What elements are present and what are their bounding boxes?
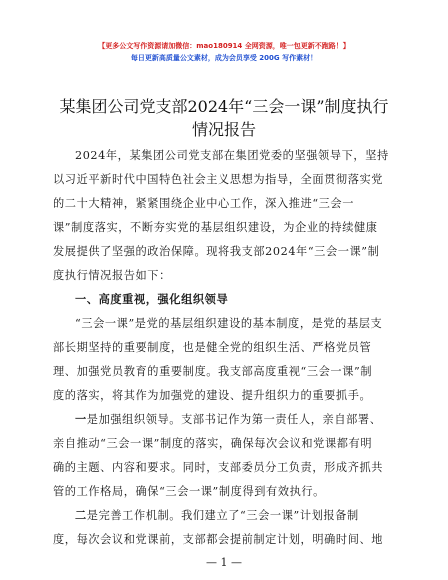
paragraph-line: 度执行情况报告如下： xyxy=(53,269,171,282)
paragraph-text: 是加强组织领导。支部书记作为第一责任人，亲自部署、 xyxy=(86,413,382,426)
paragraph-line: 以习近平新时代中国特色社会主义思想为指导，全面贯彻落实党 xyxy=(53,173,384,186)
paragraph-line: 部长期坚持的重要制度，也是健全党的组织生活、严格党员管 xyxy=(53,341,372,354)
paragraph-line: 亲自推动“三会一课”制度的落实，确保每次会议和党课都有明 xyxy=(53,437,373,450)
paragraph-line: “三会一课”是党的基层组织建设的基本制度，是党的基层支 xyxy=(75,317,383,330)
lead-word: 一 xyxy=(75,413,87,426)
promo-banner-line-1: 【更多公文写作资源请加微信：mao180914 全网资源，唯一包更新不跑路！】 xyxy=(98,42,350,50)
document-title-line-2: 情况报告 xyxy=(191,120,256,139)
paragraph-line: 课”制度落实，不断夯实党的基层组织建设，为企业的持续健康 xyxy=(53,221,378,234)
page-number: — 1 — xyxy=(206,556,242,569)
paragraph-line: 度的落实，将其作为加强党的建设、提升组织力的重要抓手。 xyxy=(53,389,372,402)
paragraph-line: 管的工作格局，确保“三会一课”制度得到有效执行。 xyxy=(53,485,325,498)
paragraph-line: 确的主题、内容和要求。同时，支部委员分工负责，形成齐抓共 xyxy=(53,461,384,474)
promo-banner-line-2: 每日更新高质量公文素材，成为会员享受 200G 写作素材！ xyxy=(130,54,318,62)
paragraph-line: 理、加强党员教育的重要制度。我支部高度重视“三会一课”制 xyxy=(53,365,373,378)
paragraph-line xyxy=(53,408,411,432)
paragraph-line: 2024年，某集团公司党支部在集团党委的坚强领导下，坚持 xyxy=(75,149,389,162)
lead-word: 二 xyxy=(75,509,87,522)
section-heading: 一、高度重视，强化组织领导 xyxy=(75,293,229,306)
paragraph-text: 是完善工作机制。我们建立了“三会一课”计划报备制 xyxy=(86,509,359,522)
paragraph-line: 发展提供了坚强的政治保障。现将我支部2024年“三会一课”制 xyxy=(53,245,380,258)
document-title-line-1: 某集团公司党支部2024年“三会一课”制度执行 xyxy=(59,97,389,116)
paragraph-line: 度，每次会议和党课前，支部都会提前制定计划，明确时间、地 xyxy=(53,533,384,546)
paragraph-line xyxy=(53,504,411,528)
paragraph-line: 的二十大精神，紧紧围绕企业中心工作，深入推进“三会一 xyxy=(53,197,355,210)
